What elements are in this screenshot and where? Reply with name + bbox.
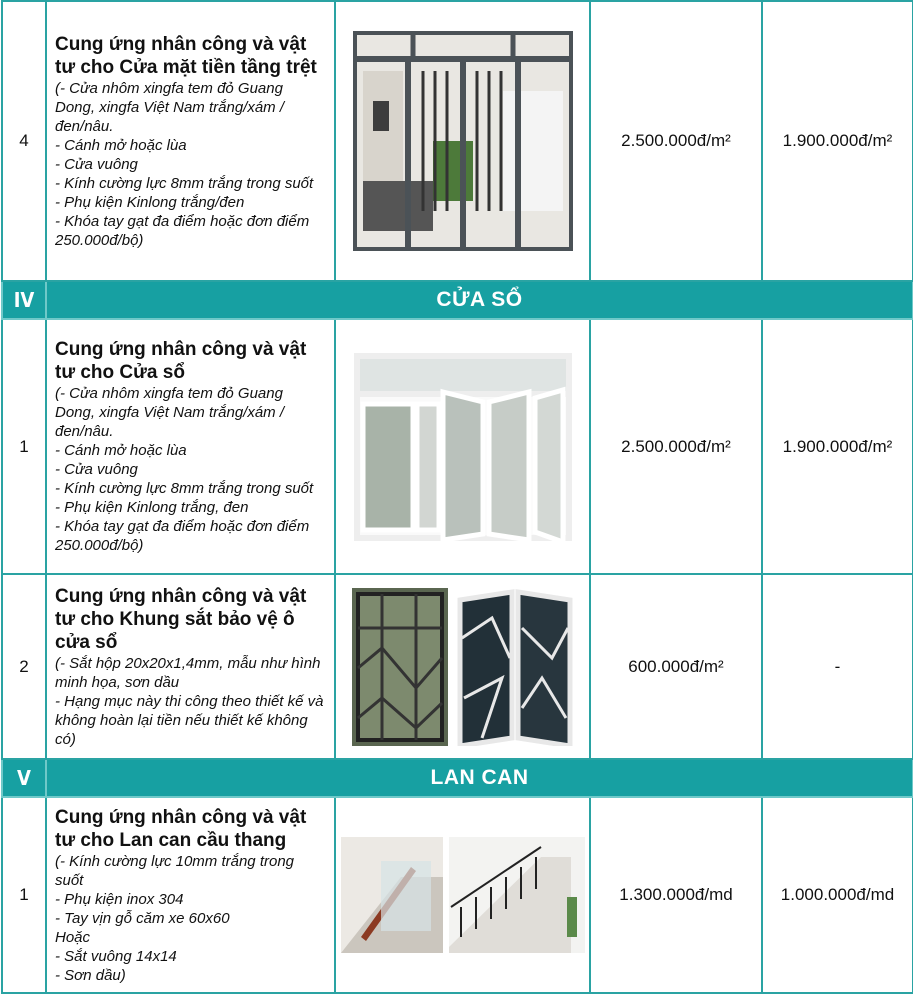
item-note: - Khóa tay gạt đa điểm hoặc đơn điểm 250.000đ/bộ) [55, 518, 310, 554]
row-number: 1 [2, 797, 46, 993]
item-note: - Tay vịn gỗ căm xe 60x60 [55, 909, 230, 927]
item-description [46, 574, 335, 759]
item-note: (- Cửa nhôm xingfa tem đỏ Guang Dong, xingfa Việt Nam trắng/xám /đen/nâu. [55, 385, 284, 440]
item-note: - Phụ kiện Kinlong trắng/đen [55, 193, 245, 211]
table-row [2, 1, 913, 281]
table-row [2, 797, 913, 993]
item-title: Cung ứng nhân công và vật tư cho Cửa sổ [55, 339, 307, 383]
table-row [2, 574, 913, 759]
product-image-railing [335, 797, 590, 993]
item-note: - Sơn dầu) [55, 966, 126, 984]
item-note: Hoặc [55, 928, 91, 946]
item-note: (- Kính cường lực 10mm trắng trong suốt [55, 852, 295, 889]
item-title: Cung ứng nhân công và vật tư cho Lan can cầu thang [55, 806, 307, 851]
item-title: Cung ứng nhân công và vật tư cho Khung sắt bảo vệ ô cửa sổ [55, 585, 307, 653]
row-number: 1 [2, 319, 46, 574]
section-title: CỬA SỔ [46, 281, 913, 319]
item-note: (- Cửa nhôm xingfa tem đỏ Guang Dong, xingfa Việt Nam trắng/xám /đen/nâu. [55, 79, 284, 135]
row-number: 2 [2, 574, 46, 759]
section-header [2, 759, 913, 797]
item-note: - Phụ kiện Kinlong trắng, đen [55, 499, 249, 516]
price-labor: 1.900.000đ/m² [762, 319, 913, 574]
price-labor-materials: 600.000đ/m² [590, 574, 762, 759]
price-labor-materials: 1.300.000đ/md [590, 797, 762, 993]
product-image-iron-frame [335, 574, 590, 759]
product-image-front-door [335, 1, 590, 281]
item-note: - Kính cường lực 8mm trắng trong suốt [55, 174, 314, 192]
item-description [46, 319, 335, 574]
table-row [2, 319, 913, 574]
product-image-window [335, 319, 590, 574]
item-title: Cung ứng nhân công và vật tư cho Cửa mặt tiền tầng trệt [55, 33, 317, 78]
price-labor: - [762, 574, 913, 759]
item-note: - Cửa vuông [55, 461, 138, 478]
price-labor: 1.900.000đ/m² [762, 1, 913, 281]
item-note: (- Sắt hộp 20x20x1,4mm, mẫu như hình minh họa, sơn dầu [55, 654, 321, 691]
section-number: V [2, 759, 46, 797]
iron-frame-illustration [352, 588, 574, 746]
price-labor-materials: 2.500.000đ/m² [590, 319, 762, 574]
section-title: LAN CAN [46, 759, 913, 797]
item-note: - Phụ kiện inox 304 [55, 890, 184, 908]
item-note: - Sắt vuông 14x14 [55, 947, 177, 965]
section-number: IV [2, 281, 46, 319]
section-header [2, 281, 913, 319]
item-description [46, 1, 335, 281]
price-labor-materials: 2.500.000đ/m² [590, 1, 762, 281]
window-illustration [353, 352, 573, 542]
item-note: - Khóa tay gạt đa điểm hoặc đơn điểm 250.000đ/bộ) [55, 212, 310, 249]
item-note: - Cánh mở hoặc lùa [55, 442, 187, 459]
front-door-illustration [353, 31, 573, 251]
item-note: - Hạng mục này thi công theo thiết kế và không hoàn lại tiền nếu thiết kế không có) [55, 692, 324, 748]
item-note: - Kính cường lực 8mm trắng trong suốt [55, 480, 314, 497]
price-table [1, 0, 913, 994]
item-note: - Cánh mở hoặc lùa [55, 136, 187, 154]
railing-illustration [341, 837, 585, 953]
item-note: - Cửa vuông [55, 155, 138, 173]
row-number: 4 [2, 1, 46, 281]
price-labor: 1.000.000đ/md [762, 797, 913, 993]
item-description [46, 797, 335, 993]
